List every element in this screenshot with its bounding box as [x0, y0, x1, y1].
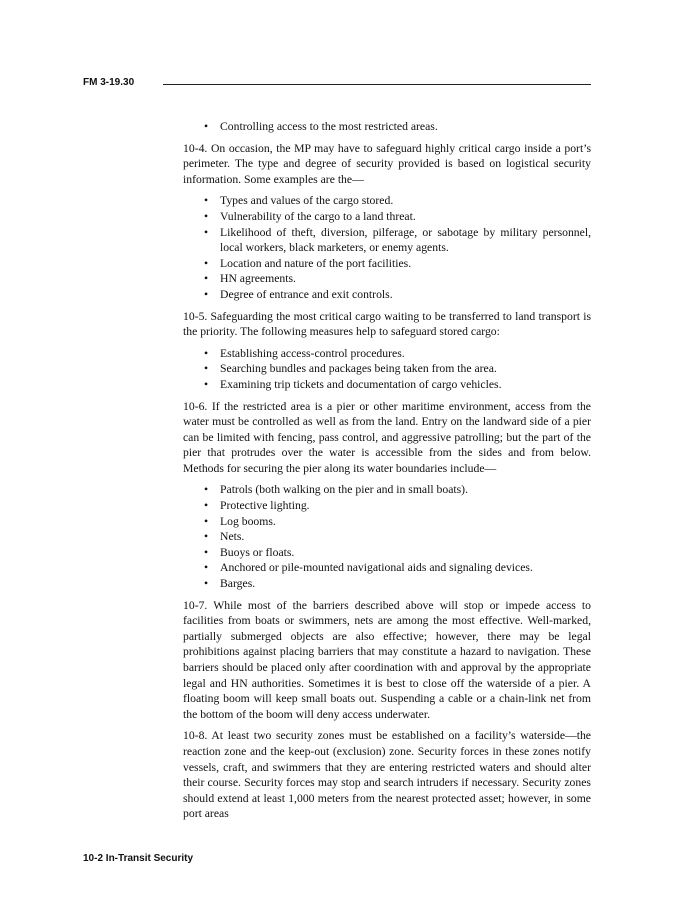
bullet-list-2	[183, 346, 591, 393]
list-item: • Types and values of the cargo stored.	[183, 193, 591, 209]
list-item: • Controlling access to the most restricted areas.	[183, 119, 591, 135]
list-item: • Degree of entrance and exit controls.	[183, 287, 591, 303]
paragraph-10-8: 10-8. At least two security zones must be established on a facility’s waterside—the reaction zone and the keep-out (exclusion) zone. Security forces in these zones notify vessels, craft, and swimmers that they are entering restricted waters and should alter their course. Security forces may stop and search intruders if necessary. Security zones should extend at least 1,000 meters from the nearest protected asset; however, in some port areas	[183, 729, 591, 821]
list-item: • Anchored or pile-mounted navigational aids and signaling devices.	[183, 560, 591, 576]
list-item: • HN agreements.	[183, 271, 591, 287]
list-item: • Likelihood of theft, diversion, pilferage, or sabotage by military personnel, local workers, black marketers, or enemy agents.	[183, 225, 591, 256]
running-header: FM 3-19.30	[83, 77, 135, 88]
list-item: • Location and nature of the port facilities.	[183, 256, 591, 272]
list-item: • Buoys or floats.	[183, 545, 591, 561]
header-rule	[163, 84, 591, 85]
list-item: • Examining trip tickets and documentation of cargo vehicles.	[183, 377, 591, 393]
bullet-list-1	[183, 193, 591, 302]
list-item: • Barges.	[183, 576, 591, 592]
list-item: • Protective lighting.	[183, 498, 591, 514]
list-item: • Log booms.	[183, 514, 591, 530]
list-item: • Nets.	[183, 529, 591, 545]
bullet-list-0	[183, 119, 591, 135]
paragraph-10-6: 10-6. If the restricted area is a pier or other maritime environment, access from the water must be controlled as well as from the land. Entry on the landward side of a pier can be limited with fencing, pass control, and aggressive patrolling; but the part of the pier that protrudes over the water is accessible from the sides and from below. Methods for securing the pier along its water boundaries include—	[183, 399, 591, 475]
page-body	[183, 119, 591, 828]
list-item: • Establishing access-control procedures.	[183, 346, 591, 362]
paragraph-10-5: 10-5. Safeguarding the most critical cargo waiting to be transferred to land transport is the priority. The following measures help to safeguard stored cargo:	[183, 309, 591, 339]
bullet-list-3	[183, 482, 591, 591]
running-footer: 10-2 In-Transit Security	[83, 853, 194, 864]
paragraph-10-7: 10-7. While most of the barriers described above will stop or impede access to facilities from boats or swimmers, nets are among the most effective. Well-marked, partially submerged objects are also effective; however, there may be legal prohibitions against placing barriers that may constitute a hazard to navigation. These barriers should be placed only after coordination with and approval by the appropriate legal and HN authorities. Sometimes it is best to close off the waterside of a pier. A floating boom will keep small boats out. Suspending a cable or a chain-link net from the bottom of the boom will deny access underwater.	[183, 598, 591, 721]
list-item: • Patrols (both walking on the pier and in small boats).	[183, 482, 591, 498]
paragraph-10-4: 10-4. On occasion, the MP may have to safeguard highly critical cargo inside a port’s perimeter. The type and degree of security provided is based on logistical security information. Some examples are the—	[183, 141, 591, 186]
list-item: • Vulnerability of the cargo to a land threat.	[183, 209, 591, 225]
list-item: • Searching bundles and packages being taken from the area.	[183, 361, 591, 377]
